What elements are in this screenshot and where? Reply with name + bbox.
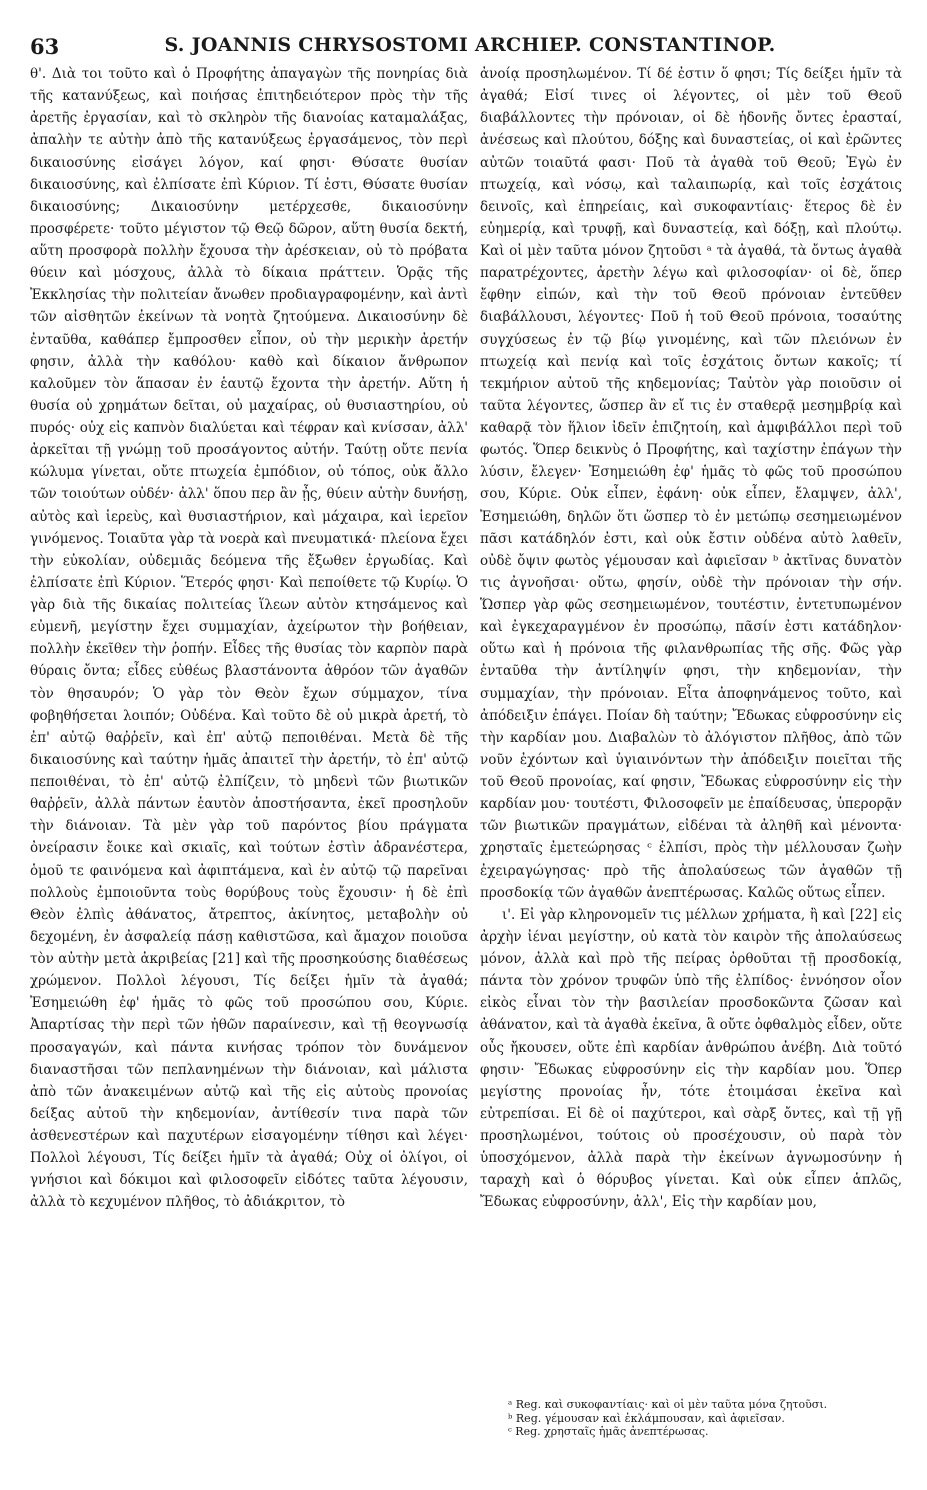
running-head: S. JOANNIS CHRYSOSTOMI ARCHIEP. CONSTANTINOP.	[164, 34, 776, 56]
footnotes	[508, 1398, 903, 1439]
left-paragraph-1: θ'. Διὰ τοι τοῦτο καὶ ὁ Προφήτης ἀπαγαγὼν τῆς πονηρίας διὰ τῆς κατανύξεως, καὶ ποιήσας ἐπιτηδειότερον πρὸς τὴν τῆς ἀρετῆς ἐργασίαν, καὶ τὸ σκληρὸν τῆς διανοίας καταμαλάξας, ἀπαλὴν τε αὐτὴν ἀπὸ τῆς κατανύξεως ἐργασάμενος, τὸν περὶ δικαιοσύνης εἰσάγει λόγον, καί φησι· Θύσατε θυσίαν δικαιοσύνης, καὶ ἐλπίσατε ἐπὶ Κύριον. Τί ἐστι, Θύσατε θυσίαν δικαιοσύνης; Δικαιοσύνην μετέρχεσθε, δικαιοσύνην προσφέρετε· τοῦτο μέγιστον τῷ Θεῷ δῶρον, αὕτη θυσία δεκτή, αὕτη προσφορὰ πολλὴν ἔχουσα τὴν ἀρέσκειαν, οὐ τὸ πρόβατα θύειν καὶ μόσχους, ἀλλὰ τὸ δίκαια πράττειν. Ὁρᾷς τῆς Ἐκκλησίας τὴν πολιτείαν ἄνωθεν προδιαγραφομένην, καὶ ἀντὶ τῶν αἰσθητῶν ἐκείνων τὰ νοητὰ ζητούμενα. Δικαιοσύνην δὲ ἐνταῦθα, καθάπερ ἔμπροσθεν εἶπον, οὐ τὴν μερικὴν ἀρετήν φησιν, ἀλλὰ τὴν καθόλου· καθὸ καὶ δίκαιον ἄνθρωπον καλοῦμεν τὸν ἅπασαν ἐν ἑαυτῷ ἔχοντα τὴν ἀρετήν. Αὕτη ἡ θυσία οὐ χρημάτων δεῖται, οὐ μαχαίρας, οὐ θυσιαστηρίου, οὐ πυρός· οὐχ εἰς καπνὸν διαλύεται καὶ τέφραν καὶ κνίσσαν, ἀλλ' ἀρκεῖται τῇ γνώμῃ τοῦ προσάγοντος αὐτήν. Ταύτῃ οὔτε πενία κώλυμα γίνεται, οὔτε πτωχεία ἐμπόδιον, οὐ τόπος, οὐκ ἄλλο τῶν τοιούτων οὐδέν· ἀλλ' ὅπου περ ἂν ᾖς, θύειν αὐτὴν δυνήσῃ, αὐτὸς καὶ ἱερεὺς, καὶ θυσιαστήριον, καὶ μάχαιρα, καὶ ἱερεῖον γινόμενος. Τοιαῦτα γὰρ τὰ νοερὰ καὶ πνευματικά· πλείονα ἔχει τὴν εὐκολίαν, οὐδεμιᾶς δεόμενα τῆς ἔξωθεν ἐργωδίας. Καὶ ἐλπίσατε ἐπὶ Κύριον. Ἕτερός φησι· Καὶ πεποίθετε τῷ Κυρίῳ. Ὁ γὰρ διὰ τῆς δικαίας πολιτείας ἵλεων αὐτὸν κτησάμενος καὶ εὐμενῆ, μεγίστην ἔχει συμμαχίαν, ἀχείρωτον τὴν βοήθειαν, πολλὴν ἐκεῖθεν τὴν ῥοπήν. Εἶδες τῆς θυσίας τὸν καρπὸν παρὰ θύραις ὄντα; εἶδες εὐθέως βλαστάνοντα ἀθρόον τῶν ἀγαθῶν τὸν θησαυρόν; Ὁ γὰρ τὸν Θεὸν ἔχων σύμμαχον, τίνα φοβηθήσεται λοιπόν; Οὐδένα. Καὶ τοῦτο δὲ οὐ μικρὰ ἀρετή, τὸ ἐπ' αὐτῷ θαῤῥεῖν, καὶ ἐπ' αὐτῷ πεποιθέναι. Μετὰ δὲ τῆς δικαιοσύνης καὶ ταύτην ἡμᾶς ἀπαιτεῖ τὴν ἀρετήν, τὸ ἐπ' αὐτῷ πεποιθέναι, τὸ ἐπ' αὐτῷ ἐλπίζειν, τὸ μηδενὶ τῶν βιωτικῶν θαῤῥεῖν, ἀλλὰ πάντων ἑαυτὸν ἀποστήσαντα, ἐκεῖ προσηλοῦν τὴν διάνοιαν. Τὰ μὲν γὰρ τοῦ παρόντος βίου πράγματα ὀνείρασιν ἔοικε καὶ σκιαῖς, καὶ τούτων ἐστὶν ἀδρανέστερα, ὁμοῦ τε φαινόμενα καὶ ἀφιπτάμενα, καὶ ἐν αὐτῷ τῷ παρεῖναι πολλοὺς ἐμποιοῦντα τοὺς θορύβους τοὺς ἔχουσιν· ἡ δὲ ἐπὶ Θεὸν ἐλπὶς ἀθάνατος, ἄτρεπτος, ἀκίνητος, μεταβολὴν οὐ δεχομένη, ἐν ἀσφαλείᾳ πάσῃ καθιστῶσα, καὶ ἄμαχον ποιοῦσα τὸν αὐτὴν μετὰ ἀκριβείας [21] καὶ τῆς προσηκούσης διαθέσεως χρώμενον. Πολλοὶ λέγουσι, Τίς δείξει ἡμῖν τὰ ἀγαθά; Ἐσημειώθη ἐφ' ἡμᾶς τὸ φῶς τοῦ προσώπου σου, Κύριε. Ἀπαρτίσας τὴν περὶ τῶν ἠθῶν παραίνεσιν, καὶ τῇ θεογνωσίᾳ προσαγαγών, καὶ πάντα κινήσας τρόπον τὸν δυνάμενον διαναστῆσαι τῶν πεπλανημένων τὴν διάνοιαν, καὶ μάλιστα ἀπὸ τῶν ἀνακειμένων αὐτῷ καὶ τῆς εἰς αὐτοὺς προνοίας δείξας αὐτοῦ τὴν κηδεμονίαν, ἀντίθεσίν τινα παρὰ τῶν ἀσθενεστέρων καὶ παχυτέρων εἰσαγομένην τίθησι καὶ λέγει· Πολλοὶ λέγουσι, Τίς δείξει ἡμῖν τὰ ἀγαθά; Οὐχ οἱ ὀλίγοι, οἱ γνήσιοι καὶ δόκιμοι καὶ φιλοσοφεῖν εἰδότες ταῦτα λέγουσιν, ἀλλὰ τὸ κεχυμένον πλῆθος, τὸ ἀδιάκριτον, τὸ	[30, 66, 468, 1211]
column-gutter	[470, 68, 471, 1388]
right-column	[480, 63, 902, 1214]
footnote-a: ᵃ Reg. καὶ συκοφαντίαις· καὶ οἱ μὲν ταῦτα μόνα ζητοῦσι.	[508, 1398, 828, 1411]
left-column	[30, 63, 468, 1214]
page-header	[30, 34, 910, 60]
right-paragraph-2: ι'. Εἰ γὰρ κληρονομεῖν τις μέλλων χρήματα, ἢ καὶ [22] εἰς ἀρχὴν ἰέναι μεγίστην, οὐ κατὰ τὸν καιρὸν τῆς ἀπολαύσεως μόνον, ἀλλὰ καὶ πρὸ τῆς πείρας ὀρθοῦται τῇ προσδοκίᾳ, πάντα τὸν χρόνον τρυφῶν ὑπὸ τῆς ἐλπίδος· ἐννόησον οἷον εἰκὸς εἶναι τὸν τὴν βασιλείαν προσδοκῶντα ζῶσαν καὶ ἀθάνατον, καὶ τὰ ἀγαθὰ ἐκεῖνα, ἃ οὔτε ὀφθαλμὸς εἶδεν, οὔτε οὖς ἤκουσεν, οὔτε ἐπὶ καρδίαν ἀνθρώπου ἀνέβη. Διὰ τοῦτό φησιν· Ἔδωκας εὐφροσύνην εἰς τὴν καρδίαν μου. Ὅπερ μεγίστης προνοίας ἦν, τότε ἑτοιμάσαι ἐκεῖνα καὶ εὐτρεπίσαι. Εἰ δὲ οἱ παχύτεροι, καὶ σὰρξ ὄντες, καὶ τῇ γῇ προσηλωμένοι, τούτοις οὐ προσέχουσιν, οὐ παρὰ τὸν ὑποσχόμενον, ἀλλὰ παρὰ τὴν ἐκείνων ἀγνωμοσύνην ἡ ταραχὴ καὶ ὁ θόρυβος γίνεται. Καὶ οὐκ εἶπεν ἁπλῶς, Ἔδωκας εὐφροσύνην, ἀλλ', Εἰς τὴν καρδίαν μου,	[480, 906, 902, 1211]
right-paragraph-1: ἀνοίᾳ προσηλωμένον. Τί δέ ἐστιν ὅ φησι; Τίς δείξει ἡμῖν τὰ ἀγαθά; Εἰσί τινες οἱ λέγοντες, οἱ μὲν τοῦ Θεοῦ διαβάλλοντες τὴν πρόνοιαν, οἱ δὲ ἡδονῆς ὄντες ἐρασταί, ἀνέσεως καὶ πλούτου, δόξης καὶ δυναστείας, οἱ καὶ ἐρῶντες αὐτῶν τοιαῦτά φασι· Ποῦ τὰ ἀγαθὰ τοῦ Θεοῦ; Ἐγὼ ἐν πτωχείᾳ, καὶ νόσῳ, καὶ ταλαιπωρίᾳ, καὶ τοῖς ἐσχάτοις δεινοῖς, καὶ ἐπηρείαις, καὶ συκοφαντίαις· ἕτερος δὲ ἐν εὐημερίᾳ, καὶ τρυφῇ, καὶ δυναστείᾳ, καὶ δόξῃ, καὶ πλούτῳ. Καὶ οἱ μὲν ταῦτα μόνον ζητοῦσι ᵃ τὰ ἀγαθά, τὰ ὄντως ἀγαθὰ παρατρέχοντες, ἀρετὴν λέγω καὶ φιλοσοφίαν· οἱ δὲ, ὅπερ ἔφθην εἰπών, καὶ τὴν τοῦ Θεοῦ πρόνοιαν ἐντεῦθεν διαβάλλουσι, λέγοντες· Ποῦ ἡ τοῦ Θεοῦ πρόνοια, τοσαύτης συγχύσεως ἐν τῷ βίῳ γινομένης, καὶ τῶν πλειόνων ἐν πτωχείᾳ καὶ πενίᾳ καὶ τοῖς ἐσχάτοις ὄντων κακοῖς; τί τεκμήριον αὐτοῦ τῆς κηδεμονίας; Ταὐτὸν γὰρ ποιοῦσιν οἱ ταῦτα λέγοντες, ὥσπερ ἂν εἴ τις ἐν σταθερᾷ μεσημβρίᾳ καὶ καθαρᾷ τὸν ἥλιον ἰδεῖν ἐπιζητοίη, καὶ ἀμφιβάλλοι περὶ τοῦ φωτός. Ὅπερ δεικνὺς ὁ Προφήτης, καὶ ταχίστην ἐπάγων τὴν λύσιν, ἔλεγεν· Ἐσημειώθη ἐφ' ἡμᾶς τὸ φῶς τοῦ προσώπου σου, Κύριε. Οὐκ εἶπεν, ἐφάνη· οὐκ εἶπεν, ἔλαμψεν, ἀλλ', Ἐσημειώθη, δηλῶν ὅτι ὥσπερ τὸ ἐν μετώπῳ σεσημειωμένον πᾶσι κατάδηλόν ἐστι, καὶ οὐκ ἔστιν οὐδένα αὐτὸ λαθεῖν, οὐδὲ ὄψιν φωτὸς γέμουσαν καὶ ἀφιεῖσαν ᵇ ἀκτῖνας δυνατὸν τις ἀγνοῆσαι· οὕτω, φησίν, οὐδὲ τὴν πρόνοιαν τὴν σήν. Ὥσπερ γὰρ φῶς σεσημειωμένον, τουτέστιν, ἐντετυπωμένον καὶ ἐγκεχαραγμένον ἐν προσώπῳ, πᾶσίν ἐστι κατάδηλον· οὕτω καὶ ἡ πρόνοια τῆς φιλανθρωπίας τῆς σῆς. Φῶς γὰρ ἐνταῦθα τὴν ἀντίληψίν φησι, τὴν κηδεμονίαν, τὴν συμμαχίαν, τὴν πρόνοιαν. Εἶτα ἀποφηνάμενος τοῦτο, καὶ ἀπόδειξιν ἐπάγει. Ποίαν δὴ ταύτην; Ἔδωκας εὐφροσύνην εἰς τὴν καρδίαν μου. Διαβαλὼν τὸ ἀλόγιστον πλῆθος, ἀπὸ τῶν νοῦν ἐχόντων καὶ ὑγιαινόντων τὴν ἀπόδειξιν ποιεῖται τῆς τοῦ Θεοῦ προνοίας, καί φησιν, Ἔδωκας εὐφροσύνην εἰς τὴν καρδίαν μου· τουτέστι, Φιλοσοφεῖν με ἐπαίδευσας, ὑπερορᾷν τῶν βιωτικῶν πραγμάτων, εἰδέναι τὰ ἀληθῆ καὶ μένοντα· χρησταῖς ἐμετεώρησας ᶜ ἐλπίσι, πρὸς τὴν μέλλουσαν ζωὴν ἐχειραγώγησας· πρὸ τῆς ἀπολαύσεως τῶν ἀγαθῶν τῇ προσδοκίᾳ τῶν ἀγαθῶν ἀνεπτέρωσας. Καλῶς οὕτως εἶπεν.	[480, 66, 902, 901]
footnote-b: ᵇ Reg. γέμουσαν καὶ ἐκλάμπουσαν, καὶ ἀφιεῖσαν.	[508, 1411, 785, 1425]
page-number: 63	[30, 34, 60, 59]
footnote-c: ᶜ Reg. χρησταῖς ἡμᾶς ἀνεπτέρωσας.	[508, 1425, 709, 1438]
